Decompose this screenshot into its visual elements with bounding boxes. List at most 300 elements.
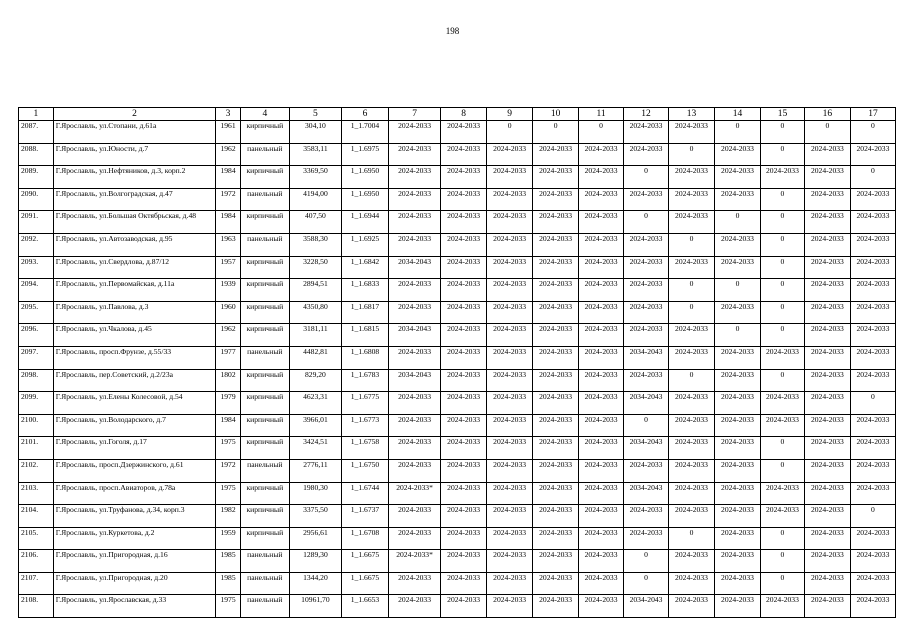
- table-cell: 2024-2033: [389, 414, 441, 437]
- table-cell: 1_1.6675: [341, 550, 388, 573]
- table-cell: 0: [760, 188, 804, 211]
- table-cell: 0: [760, 437, 804, 460]
- table-row: [19, 188, 896, 211]
- table-cell: 2024-2033: [389, 166, 441, 189]
- table-cell: 2024-2033: [579, 166, 624, 189]
- table-cell: 3583,11: [289, 143, 341, 166]
- address-cell: Г.Ярославль, ул.Елены Колесовой, д.54: [53, 392, 216, 415]
- row-number: 2089.: [19, 166, 54, 189]
- table-cell: 2024-2033: [669, 595, 715, 618]
- table-row: [19, 459, 896, 482]
- table-cell: панельный: [240, 346, 289, 369]
- table-cell: 0: [624, 550, 669, 573]
- table-cell: 1_1.6975: [341, 143, 388, 166]
- table-cell: 2024-2033: [533, 505, 579, 528]
- row-number: 2092.: [19, 233, 54, 256]
- address-cell: Г.Ярославль, ул.Гоголя, д.17: [53, 437, 216, 460]
- table-cell: кирпичный: [240, 437, 289, 460]
- table-cell: 2024-2033: [669, 166, 715, 189]
- table-cell: кирпичный: [240, 211, 289, 234]
- table-cell: 2024-2033: [804, 392, 850, 415]
- column-header-16: 16: [804, 108, 850, 121]
- table-cell: 2024-2033: [624, 233, 669, 256]
- table-row: [19, 166, 896, 189]
- table-cell: 1_1.6817: [341, 301, 388, 324]
- table-cell: 0: [760, 572, 804, 595]
- table-row: [19, 211, 896, 234]
- table-cell: 2024-2033: [715, 527, 761, 550]
- table-cell: 1802: [216, 369, 241, 392]
- table-cell: 2024-2033: [850, 188, 895, 211]
- table-cell: 2024-2033: [579, 482, 624, 505]
- table-cell: 2024-2033: [441, 369, 487, 392]
- column-header-7: 7: [389, 108, 441, 121]
- column-header-14: 14: [715, 108, 761, 121]
- address-cell: Г.Ярославль, ул.Юности, д.7: [53, 143, 216, 166]
- table-cell: 2024-2033*: [389, 482, 441, 505]
- table-cell: 2024-2033: [441, 595, 487, 618]
- table-cell: 2024-2033: [804, 482, 850, 505]
- table-cell: кирпичный: [240, 279, 289, 302]
- table-cell: 2024-2033: [669, 459, 715, 482]
- table-cell: кирпичный: [240, 369, 289, 392]
- table-cell: панельный: [240, 188, 289, 211]
- table-cell: 2024-2033: [441, 166, 487, 189]
- table-cell: 3966,01: [289, 414, 341, 437]
- table-cell: 2024-2033: [669, 121, 715, 144]
- table-cell: 2024-2033: [715, 459, 761, 482]
- table-cell: 2024-2033: [441, 437, 487, 460]
- table-cell: 2024-2033: [669, 437, 715, 460]
- table-cell: 2024-2033: [389, 279, 441, 302]
- table-cell: 2024-2033: [487, 211, 533, 234]
- table-cell: 1_1.6750: [341, 459, 388, 482]
- table-cell: 2024-2033: [533, 550, 579, 573]
- table-cell: 2024-2033: [441, 233, 487, 256]
- table-cell: 1957: [216, 256, 241, 279]
- table-cell: 1961: [216, 121, 241, 144]
- address-cell: Г.Ярославль, ул.Пригородная, д.20: [53, 572, 216, 595]
- table-cell: 2024-2033: [850, 527, 895, 550]
- table-cell: 1977: [216, 346, 241, 369]
- table-row: [19, 482, 896, 505]
- table-cell: 1_1.6950: [341, 166, 388, 189]
- column-header-6: 6: [341, 108, 388, 121]
- table-cell: 2024-2033: [669, 392, 715, 415]
- table-cell: 1_1.6925: [341, 233, 388, 256]
- table-cell: 2024-2033: [533, 437, 579, 460]
- table-cell: 2024-2033: [389, 595, 441, 618]
- table-cell: 0: [669, 279, 715, 302]
- address-cell: Г.Ярославль, просп.Фрунзе, д.55/33: [53, 346, 216, 369]
- table-cell: 2024-2033: [389, 392, 441, 415]
- table-cell: 2956,61: [289, 527, 341, 550]
- column-header-5: 5: [289, 108, 341, 121]
- table-cell: 2024-2033: [579, 414, 624, 437]
- table-cell: панельный: [240, 143, 289, 166]
- table-cell: 2024-2033: [715, 346, 761, 369]
- table-cell: 2024-2033: [487, 324, 533, 347]
- table-cell: 1962: [216, 324, 241, 347]
- table-cell: 2024-2033: [441, 505, 487, 528]
- table-cell: 2024-2033: [533, 482, 579, 505]
- column-header-10: 10: [533, 108, 579, 121]
- table-cell: 2776,11: [289, 459, 341, 482]
- table-cell: 1_1.6783: [341, 369, 388, 392]
- table-cell: панельный: [240, 459, 289, 482]
- table-cell: 2024-2033: [389, 437, 441, 460]
- table-cell: 1975: [216, 482, 241, 505]
- table-cell: 1960: [216, 301, 241, 324]
- table-cell: 2024-2033: [441, 414, 487, 437]
- table-cell: 2024-2033: [487, 188, 533, 211]
- table-cell: 1_1.6773: [341, 414, 388, 437]
- table-cell: 2024-2033: [624, 143, 669, 166]
- address-cell: Г.Ярославль, ул.Стопани, д.61а: [53, 121, 216, 144]
- address-cell: Г.Ярославль, ул.Большая Октябрьская, д.48: [53, 211, 216, 234]
- table-cell: 2024-2033: [487, 595, 533, 618]
- table-cell: 2024-2033: [533, 301, 579, 324]
- table-cell: 2024-2033: [389, 211, 441, 234]
- table-cell: 2024-2033: [441, 211, 487, 234]
- table-cell: 2024-2033: [579, 459, 624, 482]
- table-cell: 0: [850, 392, 895, 415]
- table-row: [19, 256, 896, 279]
- table-cell: кирпичный: [240, 301, 289, 324]
- table-cell: 2034-2043: [389, 369, 441, 392]
- table-cell: 2024-2033: [533, 595, 579, 618]
- table-cell: 2024-2033: [669, 211, 715, 234]
- column-header-8: 8: [441, 108, 487, 121]
- address-cell: Г.Ярославль, ул.Автозаводская, д.95: [53, 233, 216, 256]
- table-cell: 2024-2033: [804, 437, 850, 460]
- table-cell: 0: [760, 369, 804, 392]
- column-header-13: 13: [669, 108, 715, 121]
- table-cell: 1_1.6758: [341, 437, 388, 460]
- table-cell: 2024-2033: [441, 301, 487, 324]
- table-cell: 2024-2033: [579, 233, 624, 256]
- table-cell: 3181,11: [289, 324, 341, 347]
- column-header-15: 15: [760, 108, 804, 121]
- table-cell: 4482,81: [289, 346, 341, 369]
- table-cell: 2024-2033: [487, 482, 533, 505]
- table-cell: 2034-2043: [624, 346, 669, 369]
- table-cell: 2024-2033: [533, 188, 579, 211]
- column-header-17: 17: [850, 108, 895, 121]
- row-number: 2103.: [19, 482, 54, 505]
- table-cell: 2024-2033: [715, 392, 761, 415]
- table-cell: 2024-2033: [441, 482, 487, 505]
- table-row: [19, 414, 896, 437]
- table-cell: 2024-2033: [487, 369, 533, 392]
- table-cell: 1_1.6675: [341, 572, 388, 595]
- table-cell: 1_1.6737: [341, 505, 388, 528]
- table-cell: 2024-2033: [441, 324, 487, 347]
- table-cell: 2024-2033: [441, 188, 487, 211]
- table-cell: 0: [624, 414, 669, 437]
- table-cell: 2024-2033: [624, 188, 669, 211]
- table-cell: 2034-2043: [624, 437, 669, 460]
- table-cell: 0: [760, 211, 804, 234]
- table-cell: 2024-2033: [715, 369, 761, 392]
- table-cell: 2024-2033: [487, 279, 533, 302]
- table-cell: 0: [624, 211, 669, 234]
- table-cell: 2024-2033: [715, 414, 761, 437]
- table-body: [19, 121, 896, 618]
- table-row: [19, 346, 896, 369]
- row-number: 2097.: [19, 346, 54, 369]
- table-cell: 1_1.6708: [341, 527, 388, 550]
- table-cell: 2024-2033: [669, 324, 715, 347]
- table-cell: 2034-2043: [624, 392, 669, 415]
- table-cell: 2024-2033: [804, 143, 850, 166]
- table-cell: 1984: [216, 211, 241, 234]
- table-cell: 2024-2033: [579, 143, 624, 166]
- table-row: [19, 505, 896, 528]
- table-cell: 2024-2033: [579, 324, 624, 347]
- table-cell: 0: [804, 121, 850, 144]
- table-cell: 0: [669, 301, 715, 324]
- page-number: 198: [445, 26, 460, 36]
- table-cell: 2024-2033: [624, 301, 669, 324]
- table-cell: 2024-2033: [669, 482, 715, 505]
- table-cell: 2024-2033: [760, 505, 804, 528]
- table-cell: 1_1.6833: [341, 279, 388, 302]
- table-cell: 2024-2033: [579, 550, 624, 573]
- table-cell: 2024-2033: [441, 121, 487, 144]
- table-row: [19, 437, 896, 460]
- table-cell: кирпичный: [240, 527, 289, 550]
- table-cell: 2024-2033: [669, 188, 715, 211]
- table-cell: 2024-2033: [850, 143, 895, 166]
- table-cell: 2024-2033: [850, 550, 895, 573]
- table-cell: 2024-2033: [533, 459, 579, 482]
- table-cell: 0: [669, 143, 715, 166]
- row-number: 2102.: [19, 459, 54, 482]
- row-number: 2087.: [19, 121, 54, 144]
- table-cell: кирпичный: [240, 166, 289, 189]
- table-cell: 2024-2033: [715, 437, 761, 460]
- table-cell: 2024-2033: [579, 188, 624, 211]
- table-cell: 2024-2033: [804, 595, 850, 618]
- table-cell: 1962: [216, 143, 241, 166]
- table-cell: 0: [850, 166, 895, 189]
- row-number: 2099.: [19, 392, 54, 415]
- table-cell: 2024-2033: [579, 392, 624, 415]
- table-cell: 2024-2033: [804, 572, 850, 595]
- table-cell: 2024-2033: [487, 233, 533, 256]
- table-cell: 4350,80: [289, 301, 341, 324]
- table-cell: 2024-2033: [441, 572, 487, 595]
- table-cell: кирпичный: [240, 324, 289, 347]
- column-header-12: 12: [624, 108, 669, 121]
- table-cell: 2024-2033: [850, 301, 895, 324]
- address-cell: Г.Ярославль, ул.Куркетова, д.2: [53, 527, 216, 550]
- row-number: 2091.: [19, 211, 54, 234]
- table-cell: 0: [850, 505, 895, 528]
- table-cell: 2024-2033: [441, 459, 487, 482]
- table-cell: 1_1.6815: [341, 324, 388, 347]
- table-cell: 2024-2033: [850, 324, 895, 347]
- table-cell: 2024-2033: [533, 572, 579, 595]
- table-cell: 2024-2033: [850, 572, 895, 595]
- table-cell: 304,10: [289, 121, 341, 144]
- table-cell: 1985: [216, 550, 241, 573]
- table-cell: 2024-2033: [715, 572, 761, 595]
- table-cell: 2024-2033: [804, 188, 850, 211]
- table-cell: 0: [487, 121, 533, 144]
- table-cell: 2024-2033*: [389, 550, 441, 573]
- table-cell: 1972: [216, 188, 241, 211]
- table-cell: 2024-2033: [579, 595, 624, 618]
- table-cell: кирпичный: [240, 392, 289, 415]
- table-cell: 1980,30: [289, 482, 341, 505]
- table-cell: 3375,50: [289, 505, 341, 528]
- table-cell: 2034-2043: [624, 595, 669, 618]
- table-cell: кирпичный: [240, 121, 289, 144]
- address-cell: Г.Ярославль, ул.Володарского, д.7: [53, 414, 216, 437]
- table-cell: 0: [669, 527, 715, 550]
- table-cell: 4194,00: [289, 188, 341, 211]
- table-cell: 2024-2033: [850, 211, 895, 234]
- table-cell: 2024-2033: [669, 550, 715, 573]
- table-cell: 0: [760, 279, 804, 302]
- table-cell: 2024-2033: [850, 369, 895, 392]
- table-cell: 2024-2033: [715, 595, 761, 618]
- table-cell: 0: [669, 369, 715, 392]
- table-cell: 2024-2033: [715, 482, 761, 505]
- table-cell: 1344,20: [289, 572, 341, 595]
- table-cell: 0: [715, 324, 761, 347]
- row-number: 2095.: [19, 301, 54, 324]
- table-cell: 2024-2033: [389, 301, 441, 324]
- table-cell: 2024-2033: [487, 550, 533, 573]
- table-cell: 0: [669, 233, 715, 256]
- row-number: 2104.: [19, 505, 54, 528]
- column-header-9: 9: [487, 108, 533, 121]
- table-cell: 2024-2033: [579, 301, 624, 324]
- table-cell: 2024-2033: [804, 346, 850, 369]
- table-cell: 2024-2033: [533, 143, 579, 166]
- table-cell: 2024-2033: [850, 459, 895, 482]
- table-cell: 2894,51: [289, 279, 341, 302]
- table-cell: 1985: [216, 572, 241, 595]
- table-cell: 2024-2033: [715, 550, 761, 573]
- row-number: 2090.: [19, 188, 54, 211]
- address-cell: Г.Ярославль, ул.Труфанова, д.34, корп.3: [53, 505, 216, 528]
- table-cell: 1_1.7004: [341, 121, 388, 144]
- table-cell: 4623,31: [289, 392, 341, 415]
- table-cell: 0: [760, 143, 804, 166]
- table-cell: 0: [715, 121, 761, 144]
- table-cell: 2024-2033: [487, 392, 533, 415]
- address-cell: Г.Ярославль, ул.Нефтяников, д.3, корп.2: [53, 166, 216, 189]
- address-cell: Г.Ярославль, пер.Советский, д.2/23а: [53, 369, 216, 392]
- table-cell: 2024-2033: [715, 233, 761, 256]
- table-cell: 829,20: [289, 369, 341, 392]
- column-header-2: 2: [53, 108, 216, 121]
- table-row: [19, 527, 896, 550]
- column-header-1: 1: [19, 108, 54, 121]
- table-cell: 0: [760, 324, 804, 347]
- table-cell: 2024-2033: [804, 256, 850, 279]
- table-cell: 2024-2033: [804, 505, 850, 528]
- table-cell: 1975: [216, 595, 241, 618]
- table-cell: 2024-2033: [715, 166, 761, 189]
- table-cell: кирпичный: [240, 256, 289, 279]
- table-cell: 2024-2033: [760, 346, 804, 369]
- row-number: 2107.: [19, 572, 54, 595]
- row-number: 2106.: [19, 550, 54, 573]
- table-cell: 2024-2033: [533, 324, 579, 347]
- table-cell: 0: [715, 279, 761, 302]
- table-cell: 2024-2033: [715, 505, 761, 528]
- table-row: [19, 392, 896, 415]
- table-cell: 2024-2033: [487, 166, 533, 189]
- table-cell: 0: [760, 527, 804, 550]
- column-header-3: 3: [216, 108, 241, 121]
- table-cell: 2024-2033: [389, 459, 441, 482]
- table-cell: 2024-2033: [441, 143, 487, 166]
- table-cell: 2024-2033: [715, 143, 761, 166]
- address-cell: Г.Ярославль, ул.Ярославская, д.33: [53, 595, 216, 618]
- table-cell: 2024-2033: [533, 233, 579, 256]
- table-cell: 2024-2033: [579, 369, 624, 392]
- table-row: [19, 143, 896, 166]
- row-number: 2093.: [19, 256, 54, 279]
- table-cell: 2024-2033: [487, 143, 533, 166]
- housing-table: [18, 107, 896, 618]
- table-cell: 2034-2043: [389, 256, 441, 279]
- table-cell: 2024-2033: [389, 121, 441, 144]
- table-cell: 2024-2033: [624, 121, 669, 144]
- table-cell: 2024-2033: [760, 482, 804, 505]
- table-cell: 2024-2033: [850, 595, 895, 618]
- table-cell: панельный: [240, 233, 289, 256]
- table-cell: 2024-2033: [804, 459, 850, 482]
- table-cell: 2024-2033: [441, 550, 487, 573]
- table-cell: 2024-2033: [760, 595, 804, 618]
- row-number: 2094.: [19, 279, 54, 302]
- table-cell: 2024-2033: [804, 279, 850, 302]
- table-cell: 0: [533, 121, 579, 144]
- table-cell: 0: [760, 301, 804, 324]
- row-number: 2101.: [19, 437, 54, 460]
- table-cell: 2034-2043: [624, 482, 669, 505]
- table-cell: 2024-2033: [624, 324, 669, 347]
- table-cell: панельный: [240, 572, 289, 595]
- table-cell: 1959: [216, 527, 241, 550]
- table-cell: 2024-2033: [715, 188, 761, 211]
- table-cell: 2024-2033: [669, 346, 715, 369]
- table-cell: 0: [760, 550, 804, 573]
- table-cell: 2024-2033: [579, 527, 624, 550]
- table-cell: 2024-2033: [389, 527, 441, 550]
- address-cell: Г.Ярославль, просп.Авиаторов, д.78а: [53, 482, 216, 505]
- table-cell: 2024-2033: [804, 527, 850, 550]
- table-cell: 407,50: [289, 211, 341, 234]
- table-cell: 1_1.6744: [341, 482, 388, 505]
- table-cell: 0: [850, 121, 895, 144]
- table-cell: 3369,50: [289, 166, 341, 189]
- table-cell: 2024-2033: [760, 392, 804, 415]
- table-cell: 2024-2033: [579, 505, 624, 528]
- address-cell: Г.Ярославль, ул.Павлова, д.3: [53, 301, 216, 324]
- table-cell: 2024-2033: [804, 414, 850, 437]
- row-number: 2108.: [19, 595, 54, 618]
- table-cell: 2024-2033: [441, 279, 487, 302]
- address-cell: Г.Ярославль, ул.Волгоградская, д.47: [53, 188, 216, 211]
